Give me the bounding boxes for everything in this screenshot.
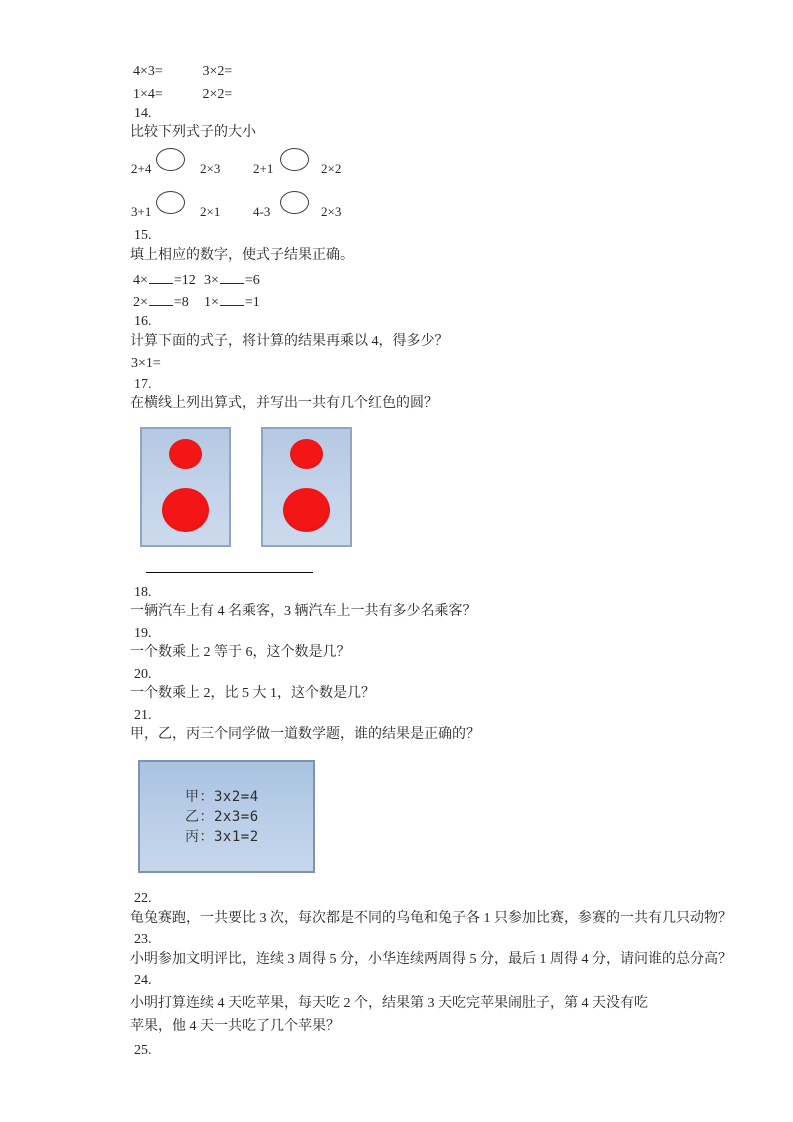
equation-suffix: =6 [244, 273, 260, 288]
red-circle [283, 488, 330, 532]
red-circles-card [261, 427, 352, 547]
question-number: 15. [134, 228, 152, 243]
students-answers-box [138, 760, 315, 873]
red-circle [169, 439, 202, 469]
question-number: 23. [134, 932, 152, 947]
box-line: 乙：2x3=6 [185, 809, 259, 825]
question-number: 24. [134, 973, 152, 988]
equation-prefix: 2× [133, 295, 148, 310]
question-prompt: 填上相应的数字，使式子结果正确。 [130, 248, 354, 263]
fill-blank-equation [133, 270, 196, 289]
box-line: 丙：3x1=2 [185, 829, 259, 845]
comparison-left: 4-3 [253, 204, 271, 219]
question-prompt: 一个数乘上 2，比 5 大 1，这个数是几？ [130, 686, 375, 701]
fill-blank-equation [204, 270, 260, 289]
answer-blank [220, 270, 244, 284]
comparison-circle [280, 191, 309, 214]
question-prompt: 龟兔赛跑，一共要比 3 次，每次都是不同的乌龟和兔子各 1 只参加比赛，参赛的一共有几只动物？ [130, 911, 732, 926]
equation-suffix: =1 [244, 295, 260, 310]
answer-blank [220, 292, 244, 306]
comparison-right: 2×1 [200, 204, 221, 219]
fill-blank-equation [204, 292, 260, 311]
equation: 1×4= [133, 87, 163, 102]
equation-prefix: 1× [204, 295, 219, 310]
equation-suffix: =12 [173, 273, 196, 288]
question-prompt: 计算下面的式子，将计算的结果再乘以 4，得多少？ [130, 334, 449, 349]
box-line: 甲：3x2=4 [185, 789, 259, 805]
comparison-circle [156, 148, 185, 171]
equation-suffix: =8 [173, 295, 189, 310]
question-number: 21. [134, 708, 152, 723]
question-prompt: 在横线上列出算式，并写出一共有几个红色的圆？ [130, 396, 438, 411]
equation-prefix: 3× [204, 273, 219, 288]
red-circles-card [140, 427, 231, 547]
equation-row [133, 86, 269, 104]
question-prompt: 一个数乘上 2 等于 6，这个数是几？ [130, 645, 351, 660]
comparison-right: 2×3 [321, 204, 342, 219]
question-number: 20. [134, 667, 152, 682]
question-prompt: 甲，乙，丙三个同学做一道数学题，谁的结果是正确的？ [130, 727, 480, 742]
question-number: 19. [134, 626, 152, 641]
question-prompt: 小明参加文明评比，连续 3 周得 5 分，小华连续两周得 5 分，最后 1 周得 4 分，请问谁的总分高？ [130, 952, 732, 967]
comparison-left: 2+1 [253, 161, 274, 176]
question-number: 25. [134, 1043, 152, 1058]
question-prompt: 一辆汽车上有 4 名乘客，3 辆汽车上一共有多少名乘客？ [130, 604, 477, 619]
question-number: 18. [134, 585, 152, 600]
answer-blank [149, 270, 173, 284]
red-circle [162, 488, 209, 532]
comparison-circle [280, 148, 309, 171]
question-number: 17. [134, 377, 152, 392]
equation-row [133, 63, 269, 81]
equation: 2×2= [202, 87, 233, 102]
answer-line [146, 572, 313, 573]
question-prompt: 小明打算连续 4 天吃苹果，每天吃 2 个，结果第 3 天吃完苹果闹肚子，第 4 天没有吃苹果，他 4 天一共吃了几个苹果？ [130, 996, 648, 1034]
fill-blank-equation [133, 292, 189, 311]
equation-prefix: 4× [133, 273, 148, 288]
comparison-left: 3+1 [131, 204, 152, 219]
question-number: 22. [134, 891, 152, 906]
question-prompt: 比较下列式子的大小 [130, 125, 256, 140]
equation: 3×2= [202, 64, 233, 79]
red-circle [290, 439, 323, 469]
comparison-right: 2×2 [321, 161, 342, 176]
equation: 4×3= [133, 64, 163, 79]
comparison-circle [156, 191, 185, 214]
comparison-left: 2+4 [131, 161, 152, 176]
comparison-right: 2×3 [200, 161, 221, 176]
question-number: 16. [134, 314, 152, 329]
answer-blank [149, 292, 173, 306]
equation: 3×1= [131, 356, 161, 371]
question-number: 14. [134, 106, 152, 121]
